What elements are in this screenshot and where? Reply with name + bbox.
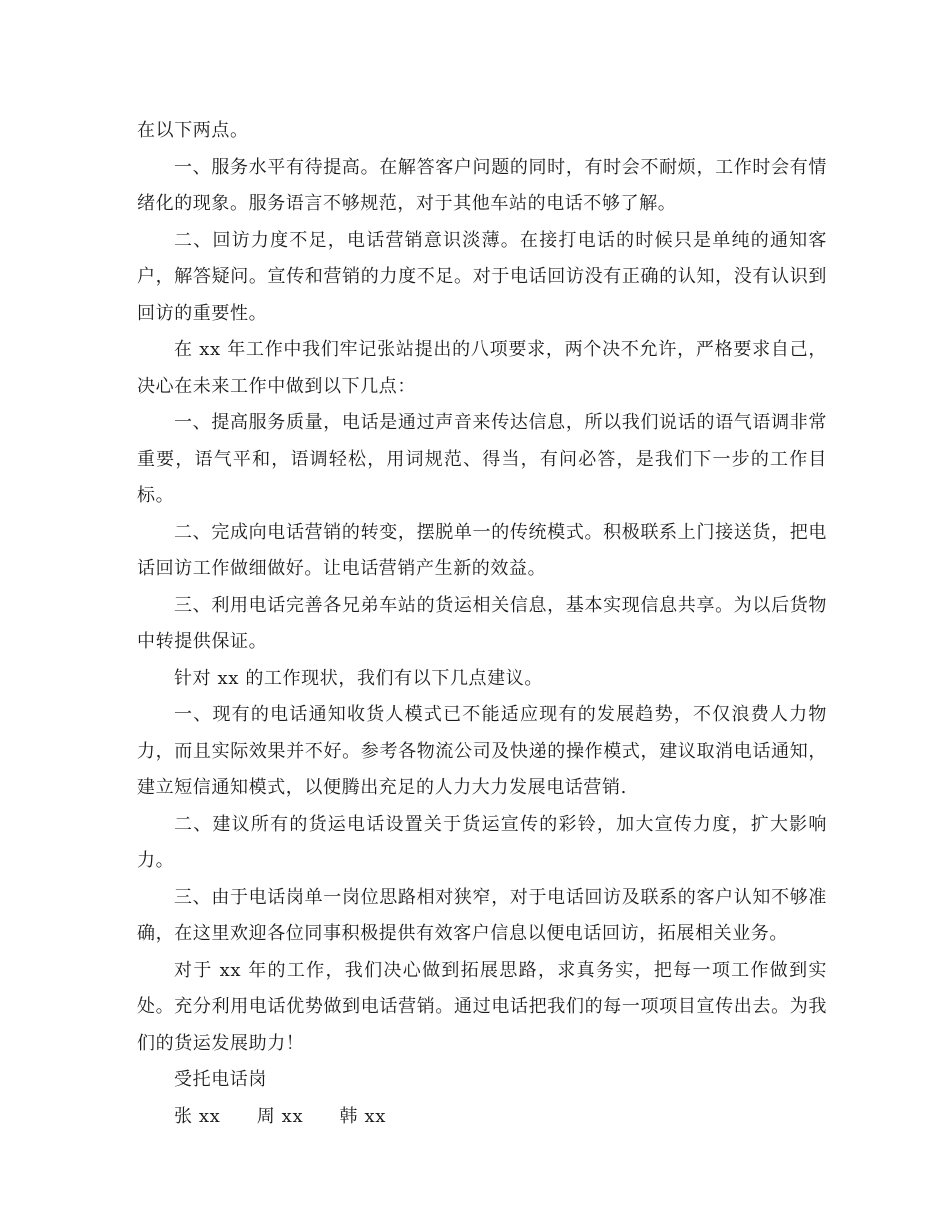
paragraph: 在以下两点。 (137, 120, 249, 141)
signature-department: 受托电话岗 (174, 1069, 267, 1090)
paragraph: 三、由于电话岗单一岗位思路相对狭窄，对于电话回访及联系的客户认知不够准确，在这里欢迎各位同事积极提供有效客户信息以便电话回访，拓展相关业务。 (137, 886, 827, 944)
signer-name: 周 xx (256, 1105, 304, 1127)
paragraph: 一、提高服务质量，电话是通过声音来传达信息，所以我们说话的语气语调非常重要，语气平和，语调轻松，用词规范、得当，有问必答，是我们下一步的工作目标。 (137, 412, 827, 506)
paragraph: 二、建议所有的货运电话设置关于货运宣传的彩铃，加大宣传力度，扩大影响力。 (137, 813, 827, 871)
signer-name: 张 xx (174, 1105, 221, 1127)
signers-line (137, 1099, 827, 1136)
paragraph: 一、服务水平有待提高。在解答客户问题的同时，有时会不耐烦，工作时会有情绪化的现象。服务语言不够规范，对于其他车站的电话不够了解。 (137, 156, 827, 214)
paragraph: 二、完成向电话营销的转变，摆脱单一的传统模式。积极联系上门接送货，把电话回访工作做细做好。让电话营销产生新的效益。 (137, 521, 827, 579)
paragraph: 在 xx 年工作中我们牢记张站提出的八项要求，两个决不允许，严格要求自己，决心在未来工作中做到以下几点： (137, 339, 827, 397)
paragraph: 三、利用电话完善各兄弟车站的货运相关信息，基本实现信息共享。为以后货物中转提供保证。 (137, 594, 827, 652)
paragraph: 二、回访力度不足，电话营销意识淡薄。在接打电话的时候只是单纯的通知客户，解答疑问。宣传和营销的力度不足。对于电话回访没有正确的认知，没有认识到回访的重要性。 (137, 229, 827, 324)
document-body (137, 113, 827, 1135)
paragraph: 一、现有的电话通知收货人模式已不能适应现有的发展趋势，不仅浪费人力物力，而且实际效果并不好。参考各物流公司及快递的操作模式，建议取消电话通知，建立短信通知模式，以便腾出充足的人力大力发展电话营销. (137, 704, 827, 798)
paragraph: 对于 xx 年的工作，我们决心做到拓展思路，求真务实，把每一项工作做到实处。充分利用电话优势做到电话营销。通过电话把我们的每一项项目宣传出去。为我们的货运发展助力！ (137, 959, 827, 1054)
paragraph: 针对 xx 的工作现状，我们有以下几点建议。 (174, 667, 543, 689)
signer-name: 韩 xx (339, 1105, 386, 1127)
